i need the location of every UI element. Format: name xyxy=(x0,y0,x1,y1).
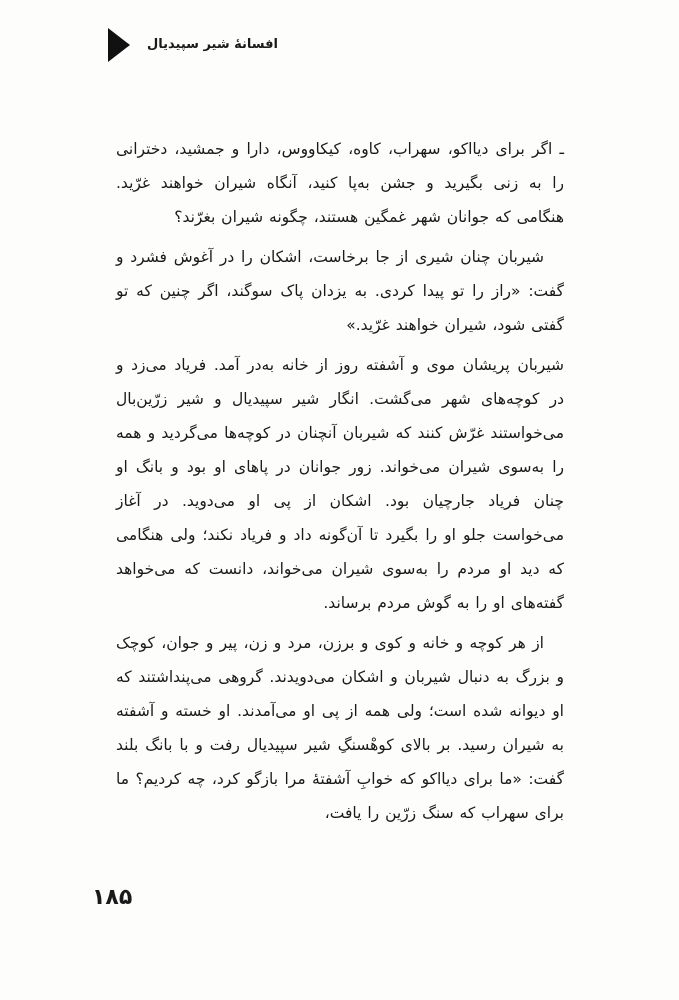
paragraph: ـ اگر برای دیااکو، سهراب، کاوه، کیکاووس، دارا و جمشید، دخترانی را به زنی بگیرید و جشن به‌پا کنید، آنگاه شیران خواهند غرّید. هنگامی که جوانان شهر غمگین هستند، چگونه شیران بغرّند؟ xyxy=(116,140,564,226)
body-text xyxy=(116,132,564,836)
paragraph: شیربان پریشان موی و آشفته روز از خانه به‌در آمد. فریاد می‌زد و در کوچه‌های شهر می‌گشت. انگار شیر سپیدیال و شیر زرّین‌بال می‌خواستند غرّش کنند که شیربان آنچنان در کوچه‌ها می‌گردید و همه را به‌سوی شیران می‌خواند. زور جوانان در پاهای او بود و بانگ او چنان فریاد جارچیان بود. اشکان از پی او می‌دوید. در آغاز می‌خواست جلو او را بگیرد تا آن‌گونه داد و فریاد نکند؛ ولی هنگامی که دید او مردم را به‌سوی شیران می‌خواند، دانست که می‌خواهد گفته‌های او را به گوش مردم برساند. xyxy=(116,356,564,612)
paragraph: از هر کوچه و خانه و کوی و برزن، مرد و زن، پیر و جوان، کوچک و بزرگ به دنبال شیربان و اشکان می‌دویدند. گروهی می‌پنداشتند که او دیوانه شده است؛ ولی همه از پی او می‌آمدند. او خسته و آشفته به شیران رسید. بر بالای کوهْسنگِ شیر سپیدیال رفت و با بانگ بلند گفت: «ما برای دیااکو که خوابِ آشفتهٔ مرا بازگو کرد، چه کردیم؟ ما برای سهراب که سنگ زرّین را یافت، xyxy=(116,634,564,822)
paragraph: شیربان چنان شیری از جا برخاست، اشکان را در آغوش فشرد و گفت: «راز را تو پیدا کردی. به یزدان پاک سوگند، اگر چنین که تو گفتی شود، شیران خواهند غرّید.» xyxy=(116,248,564,334)
running-header xyxy=(108,28,278,60)
running-header-title: افسانهٔ شیر سپیدیال xyxy=(146,36,278,52)
page-number: ۱۸۵ xyxy=(92,885,133,910)
